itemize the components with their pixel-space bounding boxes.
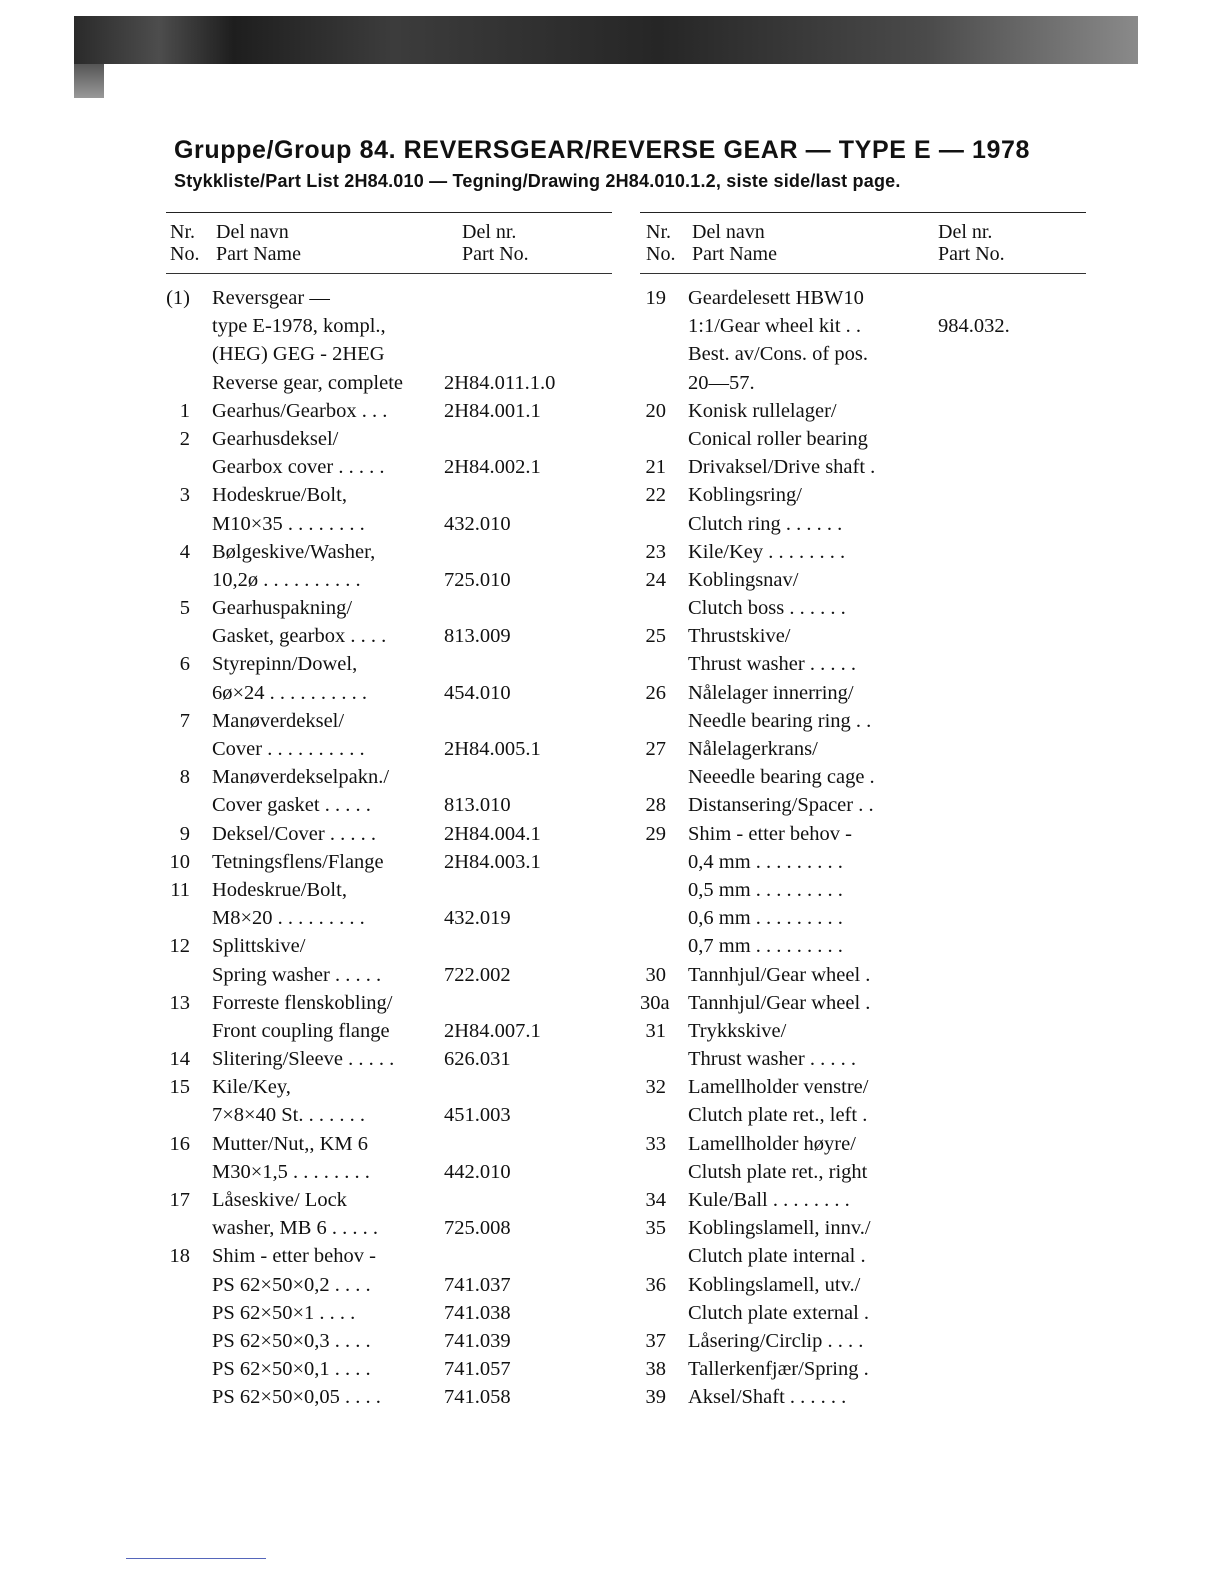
table-row xyxy=(640,1327,1086,1355)
table-row xyxy=(166,622,612,650)
part-number-index: 30a xyxy=(640,991,670,1014)
table-row xyxy=(166,1214,612,1242)
part-name: Hodeskrue/Bolt, xyxy=(212,484,347,507)
table-row xyxy=(166,453,612,481)
page-title: Gruppe/Group 84. REVERSGEAR/REVERSE GEAR — TYPE E — 1978 xyxy=(174,136,1031,164)
part-name: M8×20 . . . . . . . . . xyxy=(212,907,365,930)
part-name: Tetningsflens/Flange xyxy=(212,850,384,873)
table-row xyxy=(166,1186,612,1214)
table-row xyxy=(640,622,1086,650)
header-part-no: Part No. xyxy=(462,243,529,265)
table-row xyxy=(640,1186,1086,1214)
footer-rule xyxy=(126,1558,266,1559)
table-row xyxy=(640,679,1086,707)
header-nr: Nr. xyxy=(170,221,195,243)
table-row xyxy=(166,312,612,340)
part-name: Gearhuspakning/ xyxy=(212,597,353,620)
table-row xyxy=(640,791,1086,819)
part-number: 984.032. xyxy=(938,315,1010,338)
part-name: Gearhusdeksel/ xyxy=(212,427,339,450)
parts-list-left xyxy=(166,284,612,1412)
part-number: 741.057 xyxy=(444,1358,511,1381)
part-name: Koblingsring/ xyxy=(688,484,802,507)
part-number-index: 1 xyxy=(179,399,190,422)
part-number-index: 16 xyxy=(169,1132,190,1155)
page-subtitle: Stykkliste/Part List 2H84.010 — Tegning/Drawing 2H84.010.1.2, siste side/last page. xyxy=(174,171,901,191)
table-row xyxy=(640,735,1086,763)
part-number-index: 15 xyxy=(169,1076,190,1099)
part-name: Slitering/Sleeve . . . . . xyxy=(212,1048,395,1071)
table-row xyxy=(640,848,1086,876)
table-row xyxy=(166,1130,612,1158)
part-name: Låseskive/ Lock xyxy=(212,1189,347,1211)
part-number-index: 4 xyxy=(179,540,190,563)
part-name: Kile/Key . . . . . . . . xyxy=(688,540,846,563)
table-row xyxy=(640,876,1086,904)
part-name: 7×8×40 St. . . . . . . xyxy=(212,1104,365,1127)
part-name: Lamellholder høyre/ xyxy=(688,1132,856,1155)
part-number-index: 24 xyxy=(645,568,666,591)
part-name: Deksel/Cover . . . . . xyxy=(212,822,376,845)
part-name: Clutch plate external . xyxy=(688,1301,870,1324)
part-number: 454.010 xyxy=(444,681,511,704)
part-number: 2H84.001.1 xyxy=(444,399,541,422)
table-row xyxy=(640,961,1086,989)
part-number-index: 12 xyxy=(169,935,190,958)
part-name: Kule/Ball . . . . . . . . xyxy=(688,1189,850,1211)
part-name: Trykkskive/ xyxy=(688,1019,787,1042)
part-number-index: 22 xyxy=(645,484,666,507)
header-part-name: Part Name xyxy=(216,243,301,265)
part-number-index: 28 xyxy=(645,794,666,817)
part-number: 432.010 xyxy=(444,512,511,535)
table-row xyxy=(640,340,1086,368)
part-name: Aksel/Shaft . . . . . . xyxy=(688,1386,847,1409)
parts-column-right xyxy=(640,212,1086,1412)
table-row xyxy=(640,1271,1086,1299)
table-row xyxy=(640,284,1086,312)
table-row xyxy=(166,1101,612,1129)
table-row xyxy=(640,650,1086,678)
part-name: 0,7 mm . . . . . . . . . xyxy=(688,935,843,958)
column-header-rule xyxy=(640,273,1086,274)
part-number-index: 7 xyxy=(179,709,190,732)
part-name: Thrustskive/ xyxy=(688,625,791,648)
table-row xyxy=(166,1158,612,1186)
table-row xyxy=(166,1045,612,1073)
part-name: 10,2ø . . . . . . . . . . xyxy=(212,568,361,591)
part-number: 2H84.005.1 xyxy=(444,738,541,760)
part-number-index: 27 xyxy=(645,738,666,760)
part-name: Cover . . . . . . . . . . xyxy=(212,738,365,760)
table-row xyxy=(166,1299,612,1327)
part-name: M10×35 . . . . . . . . xyxy=(212,512,365,535)
part-number-index: 31 xyxy=(645,1019,666,1042)
part-name: Mutter/Nut,, KM 6 xyxy=(212,1132,369,1155)
part-name: Neeedle bearing cage . xyxy=(688,766,875,789)
table-row xyxy=(166,1383,612,1411)
part-name: Tallerkenfjær/Spring . xyxy=(688,1358,869,1381)
table-row xyxy=(166,1327,612,1355)
table-row xyxy=(166,735,612,763)
part-name: Geardelesett HBW10 xyxy=(688,287,864,309)
part-name: type E-1978, kompl., xyxy=(212,315,386,338)
table-row xyxy=(166,650,612,678)
table-row xyxy=(640,1101,1086,1129)
column-header xyxy=(166,213,612,273)
part-number-index: 37 xyxy=(645,1329,666,1352)
table-row xyxy=(166,340,612,368)
table-row xyxy=(166,679,612,707)
part-number-index: 13 xyxy=(169,991,190,1014)
part-name: Nålelagerkrans/ xyxy=(688,738,818,760)
part-number-index: 20 xyxy=(645,399,666,422)
part-number: 741.039 xyxy=(444,1329,511,1352)
table-row xyxy=(640,763,1086,791)
part-name: PS 62×50×0,3 . . . . xyxy=(212,1329,371,1352)
part-name: Shim - etter behov - xyxy=(688,822,852,845)
part-name: Forreste flenskobling/ xyxy=(212,991,393,1014)
part-number-index: 25 xyxy=(645,625,666,648)
part-number-index: 38 xyxy=(645,1358,666,1381)
part-number: 2H84.004.1 xyxy=(444,822,541,845)
table-row xyxy=(166,566,612,594)
table-row xyxy=(640,566,1086,594)
part-number: 432.019 xyxy=(444,907,511,930)
part-number-index: 35 xyxy=(645,1217,666,1240)
part-name: Gearbox cover . . . . . xyxy=(212,456,385,479)
part-name: Thrust washer . . . . . xyxy=(688,653,856,676)
table-row xyxy=(640,538,1086,566)
part-number: 722.002 xyxy=(444,963,511,986)
table-row xyxy=(640,397,1086,425)
part-number-index: 26 xyxy=(645,681,666,704)
part-name: Konisk rullelager/ xyxy=(688,399,837,422)
part-name: Reverse gear, complete xyxy=(212,371,403,394)
table-row xyxy=(640,1214,1086,1242)
parts-column-left xyxy=(166,212,612,1412)
table-row xyxy=(640,1299,1086,1327)
part-number-index: 11 xyxy=(170,878,190,901)
part-name: PS 62×50×0,05 . . . . xyxy=(212,1386,381,1409)
header-del-nr: Del nr. xyxy=(938,221,993,243)
part-name: Clutch boss . . . . . . xyxy=(688,597,846,620)
scanned-header-bar-stub xyxy=(74,64,104,98)
part-number-index: 19 xyxy=(645,287,666,309)
table-row xyxy=(166,1073,612,1101)
part-name: Tannhjul/Gear wheel . xyxy=(688,991,871,1014)
part-name: PS 62×50×0,1 . . . . xyxy=(212,1358,371,1381)
part-name: Kile/Key, xyxy=(212,1076,291,1099)
part-name: 20—57. xyxy=(688,371,755,394)
header-nr: Nr. xyxy=(646,221,671,243)
part-name: (HEG) GEG - 2HEG xyxy=(212,343,385,366)
table-row xyxy=(640,594,1086,622)
part-name: washer, MB 6 . . . . . xyxy=(212,1217,379,1240)
parts-list-right xyxy=(640,284,1086,1412)
part-name: Conical roller bearing xyxy=(688,427,868,450)
part-number: 626.031 xyxy=(444,1048,511,1071)
part-number: 451.003 xyxy=(444,1104,511,1127)
part-number: 741.038 xyxy=(444,1301,511,1324)
table-row xyxy=(166,876,612,904)
part-name: 6ø×24 . . . . . . . . . . xyxy=(212,681,368,704)
part-name: 0,6 mm . . . . . . . . . xyxy=(688,907,843,930)
part-number-index: 3 xyxy=(179,484,190,507)
part-number-index: 8 xyxy=(179,766,190,789)
table-row xyxy=(640,932,1086,960)
table-row xyxy=(166,791,612,819)
part-number-index: 2 xyxy=(179,427,190,450)
part-number-index: 33 xyxy=(645,1132,666,1155)
part-name: Drivaksel/Drive shaft . xyxy=(688,456,876,479)
part-name: Clutch plate internal . xyxy=(688,1245,866,1268)
part-name: PS 62×50×0,2 . . . . xyxy=(212,1273,371,1296)
part-number: 813.010 xyxy=(444,794,511,817)
table-row xyxy=(640,1383,1086,1411)
table-row xyxy=(640,1045,1086,1073)
table-row xyxy=(640,510,1086,538)
table-row xyxy=(640,1130,1086,1158)
table-row xyxy=(640,1158,1086,1186)
part-number-index: (1) xyxy=(166,287,190,309)
part-number: 2H84.011.1.0 xyxy=(444,371,556,394)
table-row xyxy=(166,1242,612,1270)
part-name: Gasket, gearbox . . . . xyxy=(212,625,387,648)
part-name: Reversgear — xyxy=(212,287,330,309)
part-number: 442.010 xyxy=(444,1160,511,1183)
part-number-index: 9 xyxy=(179,822,190,845)
part-name: Koblingsnav/ xyxy=(688,568,799,591)
table-row xyxy=(166,820,612,848)
table-row xyxy=(640,481,1086,509)
part-name: M30×1,5 . . . . . . . . xyxy=(212,1160,370,1183)
part-name: PS 62×50×1 . . . . xyxy=(212,1301,356,1324)
table-row xyxy=(166,594,612,622)
part-name: Koblingslamell, innv./ xyxy=(688,1217,871,1240)
table-row xyxy=(640,820,1086,848)
part-number-index: 14 xyxy=(169,1048,190,1071)
table-row xyxy=(640,1242,1086,1270)
part-name: Låsering/Circlip . . . . xyxy=(688,1329,864,1352)
table-row xyxy=(640,453,1086,481)
table-row xyxy=(166,763,612,791)
column-header xyxy=(640,213,1086,273)
part-number: 2H84.007.1 xyxy=(444,1019,541,1042)
part-name: Cover gasket . . . . . xyxy=(212,794,371,817)
part-number: 725.010 xyxy=(444,568,511,591)
part-name: Front coupling flange xyxy=(212,1019,390,1042)
table-row xyxy=(166,397,612,425)
header-del-nr: Del nr. xyxy=(462,221,517,243)
part-number-index: 21 xyxy=(645,456,666,479)
part-name: Lamellholder venstre/ xyxy=(688,1076,869,1099)
part-number: 741.058 xyxy=(444,1386,511,1409)
part-name: Clutch ring . . . . . . xyxy=(688,512,843,535)
part-number-index: 10 xyxy=(169,850,190,873)
part-number-index: 23 xyxy=(645,540,666,563)
table-row xyxy=(640,312,1086,340)
table-row xyxy=(166,961,612,989)
part-number: 2H84.002.1 xyxy=(444,456,541,479)
part-name: 0,5 mm . . . . . . . . . xyxy=(688,878,843,901)
header-del-navn: Del navn xyxy=(216,221,289,243)
part-name: Clutsh plate ret., right xyxy=(688,1160,868,1183)
part-name: Gearhus/Gearbox . . . xyxy=(212,399,388,422)
part-number-index: 36 xyxy=(645,1273,666,1296)
table-row xyxy=(640,369,1086,397)
part-number-index: 39 xyxy=(645,1386,666,1409)
header-no: No. xyxy=(170,243,200,265)
part-name: Bølgeskive/Washer, xyxy=(212,540,376,563)
part-name: Manøverdeksel/ xyxy=(212,709,345,732)
part-name: Koblingslamell, utv./ xyxy=(688,1273,861,1296)
table-row xyxy=(640,1017,1086,1045)
part-name: Spring washer . . . . . xyxy=(212,963,382,986)
table-row xyxy=(166,707,612,735)
part-number-index: 6 xyxy=(179,653,190,676)
table-row xyxy=(166,904,612,932)
part-name: Hodeskrue/Bolt, xyxy=(212,878,347,901)
part-name: Tannhjul/Gear wheel . xyxy=(688,963,871,986)
header-part-name: Part Name xyxy=(692,243,777,265)
part-name: Needle bearing ring . . xyxy=(688,709,872,732)
part-name: Thrust washer . . . . . xyxy=(688,1048,856,1071)
part-number-index: 18 xyxy=(169,1245,190,1268)
part-number-index: 30 xyxy=(645,963,666,986)
part-name: 0,4 mm . . . . . . . . . xyxy=(688,850,843,873)
part-name: Styrepinn/Dowel, xyxy=(212,653,358,676)
header-part-no: Part No. xyxy=(938,243,1005,265)
table-row xyxy=(166,1271,612,1299)
header-del-navn: Del navn xyxy=(692,221,765,243)
table-row xyxy=(166,989,612,1017)
table-row xyxy=(166,284,612,312)
table-row xyxy=(166,425,612,453)
part-number: 813.009 xyxy=(444,625,511,648)
part-name: Nålelager innerring/ xyxy=(688,681,854,704)
column-header-rule xyxy=(166,273,612,274)
part-name: Manøverdekselpakn./ xyxy=(212,766,390,789)
part-name: Shim - etter behov - xyxy=(212,1245,376,1268)
table-row xyxy=(640,425,1086,453)
table-row xyxy=(166,1017,612,1045)
scanned-header-bar xyxy=(74,16,1138,64)
table-row xyxy=(640,1073,1086,1101)
part-number: 741.037 xyxy=(444,1273,511,1296)
table-row xyxy=(640,989,1086,1017)
part-number: 2H84.003.1 xyxy=(444,850,541,873)
table-row xyxy=(166,538,612,566)
part-number-index: 17 xyxy=(169,1189,190,1211)
table-row xyxy=(166,369,612,397)
part-number-index: 34 xyxy=(645,1189,666,1211)
header-no: No. xyxy=(646,243,676,265)
part-name: Clutch plate ret., left . xyxy=(688,1104,868,1127)
table-row xyxy=(166,848,612,876)
table-row xyxy=(166,510,612,538)
part-number: 725.008 xyxy=(444,1217,511,1240)
table-row xyxy=(166,481,612,509)
part-number-index: 5 xyxy=(179,597,190,620)
table-row xyxy=(640,1355,1086,1383)
part-name: Best. av/Cons. of pos. xyxy=(688,343,868,366)
part-name: 1:1/Gear wheel kit . . xyxy=(688,315,862,338)
table-row xyxy=(166,1355,612,1383)
table-row xyxy=(640,707,1086,735)
part-name: Splittskive/ xyxy=(212,935,306,958)
part-number-index: 32 xyxy=(645,1076,666,1099)
table-row xyxy=(640,904,1086,932)
part-number-index: 29 xyxy=(645,822,666,845)
part-name: Distansering/Spacer . . xyxy=(688,794,874,817)
table-row xyxy=(166,932,612,960)
